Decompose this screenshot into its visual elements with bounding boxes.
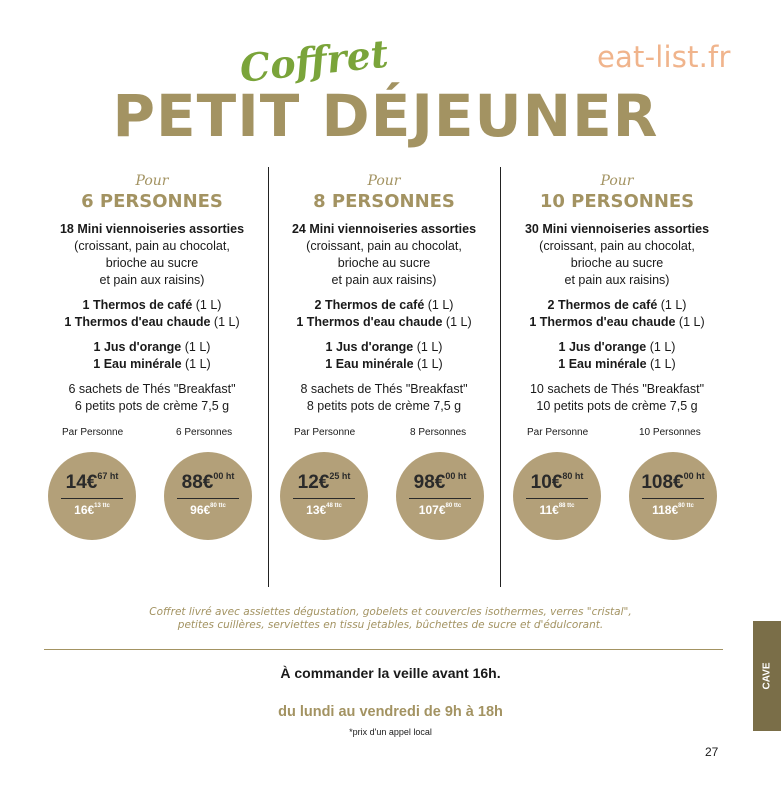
persons-heading: 10 PERSONNES [539,191,695,212]
price-label-right: 10 Personnes [639,427,701,438]
viennoiseries-detail: (croissant, pain au chocolat, [306,239,462,253]
price-ht: 14€$^{67 ht}$ [65,471,119,493]
viennoiseries: 18 Mini viennoiseries assorties [59,222,245,236]
opening-hours: du lundi au vendredi de 9h à 18h [278,704,503,720]
viennoiseries-detail: et pain aux raisins) [99,273,205,287]
eau-line: 1 Eau minérale (1 L) [93,357,211,371]
section-tab-label: CAVE [761,662,773,690]
jus-line: 1 Jus d'orange (1 L) [558,340,676,354]
viennoiseries-detail: et pain aux raisins) [331,273,437,287]
price-ht: 12€$^{25 ht}$ [297,471,351,493]
price-label-left: Par Personne [62,427,124,438]
viennoiseries-detail: (croissant, pain au chocolat, [539,239,695,253]
section-tab[interactable] [753,621,781,731]
viennoiseries: 30 Mini viennoiseries assorties [524,222,710,236]
price-label-right: 8 Personnes [410,427,467,438]
price-ht: 108€$^{00 ht}$ [641,471,705,493]
viennoiseries-detail: brioche au sucre [105,256,199,270]
price-ttc: 11€$^{88 ttc}$ [539,503,575,517]
viennoiseries-detail: (croissant, pain au chocolat, [74,239,230,253]
viennoiseries-detail: et pain aux raisins) [564,273,670,287]
page-number: 27 [705,745,719,759]
price-ttc: 13€$^{48 ttc}$ [306,503,342,517]
eau-chaude-line: 1 Thermos d'eau chaude (1 L) [64,315,240,329]
persons-heading: 6 PERSONNES [81,191,223,212]
eau-line: 1 Eau minérale (1 L) [558,357,676,371]
pour-label: Pour [135,173,169,189]
footnote: Coffret livré avec assiettes dégustation, gobelets et couvercles isothermes, verres "cristal", petites cuillères, serviettes en tissu jetables, bûchettes de sucre et d'édulcorant. [149,606,632,631]
cafe-line: 2 Thermos de café (1 L) [314,298,454,312]
offer-column-6 [36,173,268,542]
eau-line: 1 Eau minérale (1 L) [325,357,443,371]
persons-heading: 8 PERSONNES [313,191,455,212]
pour-label: Pour [367,173,401,189]
price-circle-total [629,452,717,540]
page-title-text: PETIT DÉJEUNER [112,82,659,150]
offer-column-8 [268,173,500,542]
creme-line: 8 petits pots de crème 7,5 g [306,399,462,413]
creme-line: 10 petits pots de crème 7,5 g [536,399,698,413]
site-watermark: eat-list.fr [597,40,731,74]
price-circle-per-person [280,452,368,540]
price-label-left: Par Personne [527,427,589,438]
viennoiseries-detail: brioche au sucre [337,256,431,270]
price-ht: 10€$^{80 ht}$ [530,471,584,493]
title-script: Coffret [237,30,391,91]
pour-label: Pour [600,173,634,189]
price-ttc: 107€$^{80 ttc}$ [418,503,462,517]
price-ht: 98€$^{00 ht}$ [413,471,467,493]
price-label-right: 6 Personnes [176,427,233,438]
page-title [0,82,781,150]
jus-line: 1 Jus d'orange (1 L) [93,340,211,354]
thes-line: 6 sachets de Thés "Breakfast" [68,382,236,396]
viennoiseries: 24 Mini viennoiseries assorties [291,222,477,236]
price-circle-per-person [48,452,136,540]
price-ht: 88€$^{00 ht}$ [181,471,235,493]
offer-column-10 [501,173,733,542]
creme-line: 6 petits pots de crème 7,5 g [74,399,230,413]
order-deadline: À commander la veille avant 16h. [280,665,501,681]
price-ttc: 16€$^{13 ttc}$ [74,503,110,517]
phone-note: *prix d'un appel local [349,727,432,737]
price-circle-per-person [513,452,601,540]
eau-chaude-line: 1 Thermos d'eau chaude (1 L) [296,315,472,329]
thes-line: 8 sachets de Thés "Breakfast" [300,382,468,396]
divider-line [44,649,723,650]
price-ttc: 96€$^{80 ttc}$ [190,503,226,517]
viennoiseries-detail: brioche au sucre [570,256,664,270]
price-label-left: Par Personne [294,427,356,438]
price-ttc: 118€$^{80 ttc}$ [652,503,694,517]
cafe-line: 1 Thermos de café (1 L) [82,298,222,312]
eau-chaude-line: 1 Thermos d'eau chaude (1 L) [529,315,705,329]
price-circle-total [396,452,484,540]
price-circle-total [164,452,252,540]
jus-line: 1 Jus d'orange (1 L) [325,340,443,354]
thes-line: 10 sachets de Thés "Breakfast" [529,382,705,396]
cafe-line: 2 Thermos de café (1 L) [547,298,687,312]
